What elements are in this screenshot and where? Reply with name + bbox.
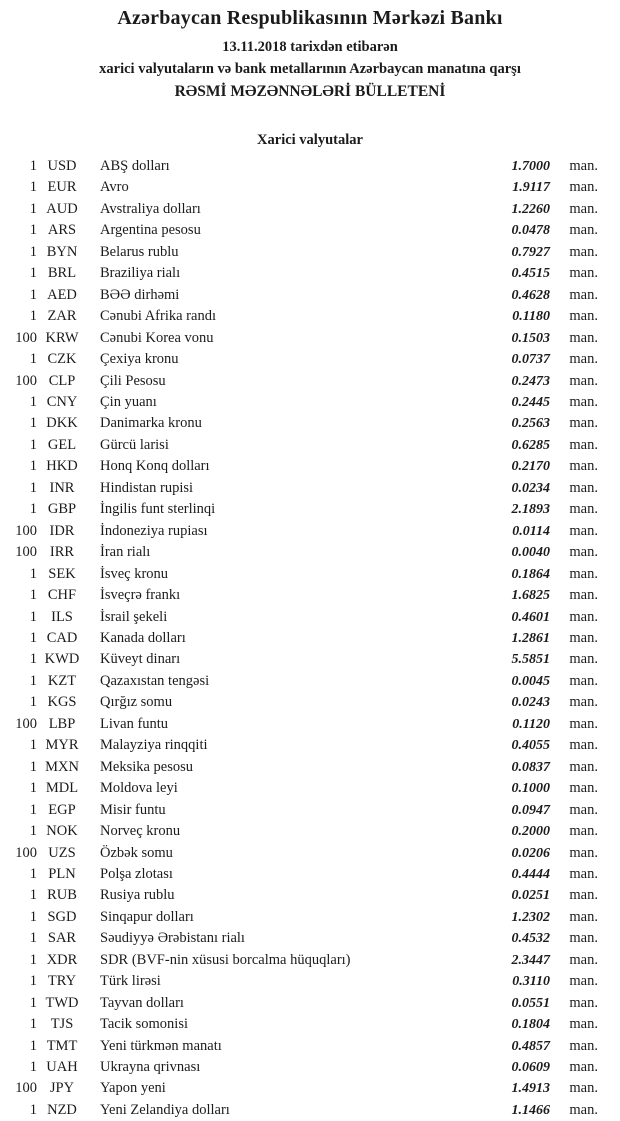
- rate-unit: man.: [569, 865, 598, 882]
- currency-code: CHF: [47, 587, 77, 604]
- rate-value: 1.9117: [512, 180, 550, 196]
- currency-name: Meksika pesosu: [100, 758, 194, 775]
- currency-name: Qırğız somu: [100, 694, 173, 711]
- currency-code: LBP: [48, 715, 76, 732]
- rate-unit: man.: [569, 522, 598, 539]
- rate-value: 0.0478: [511, 223, 550, 239]
- rate-row: [0, 456, 620, 477]
- rate-qty: 1: [29, 672, 37, 689]
- rate-value: 1.4913: [511, 1081, 550, 1097]
- currency-code: CZK: [47, 351, 77, 368]
- currency-code: ILS: [51, 608, 73, 625]
- currency-code: GEL: [47, 436, 77, 453]
- rate-unit: man.: [569, 758, 598, 775]
- rate-value: 0.4055: [511, 738, 550, 754]
- currency-name: Cənubi Korea vonu: [100, 329, 214, 346]
- rate-unit: man.: [569, 501, 598, 518]
- currency-name: Tacik somonisi: [100, 1016, 188, 1033]
- rate-unit: man.: [569, 200, 598, 217]
- rate-value: 0.0040: [511, 545, 550, 561]
- rate-unit: man.: [569, 393, 598, 410]
- currency-name: Norveç kronu: [100, 823, 181, 840]
- currency-code: TRY: [47, 973, 77, 990]
- currency-name: Türk lirəsi: [100, 973, 161, 990]
- rate-row: [0, 1036, 620, 1057]
- rate-row: [0, 800, 620, 821]
- currency-code: TJS: [50, 1016, 74, 1033]
- rate-unit: man.: [569, 415, 598, 432]
- currency-name: Danimarka kronu: [100, 415, 202, 432]
- rate-row: [0, 1057, 620, 1078]
- rate-value: 0.0837: [511, 759, 550, 775]
- rate-value: 0.0234: [511, 480, 550, 496]
- currency-name: Ukrayna qrivnası: [100, 1059, 201, 1076]
- rate-value: 1.7000: [511, 159, 550, 174]
- rate-value: 0.0206: [511, 845, 550, 861]
- section-title-foreign-currencies: Xarici valyutalar: [257, 132, 363, 148]
- rate-row: [0, 413, 620, 434]
- rate-qty: 1: [29, 780, 37, 797]
- currency-code: KGS: [47, 694, 77, 711]
- currency-name: İsveçrə frankı: [100, 587, 181, 604]
- rate-qty: 1: [29, 222, 37, 239]
- rate-qty: 1: [29, 243, 37, 260]
- rate-row: [0, 220, 620, 241]
- rate-qty: 1: [29, 200, 37, 217]
- rate-qty: 1: [29, 501, 37, 518]
- currency-name: Özbək somu: [100, 844, 173, 861]
- rate-value: 0.0737: [511, 352, 550, 368]
- currency-name: Malayziya rinqqiti: [100, 737, 208, 754]
- rate-value: 0.0551: [511, 995, 550, 1011]
- currency-name: Livan funtu: [100, 715, 169, 732]
- rate-qty: 100: [15, 1080, 37, 1097]
- rate-value: 0.0609: [511, 1060, 550, 1076]
- rate-row: [0, 1100, 620, 1121]
- rate-qty: 1: [29, 1059, 37, 1076]
- rate-value: 0.4857: [511, 1038, 550, 1054]
- rate-unit: man.: [569, 179, 598, 196]
- rate-qty: 1: [29, 651, 37, 668]
- rate-qty: 1: [29, 737, 37, 754]
- currency-code: BRL: [47, 265, 77, 282]
- rate-row: [0, 263, 620, 284]
- currency-name: Hindistan rupisi: [100, 479, 194, 496]
- rate-qty: 1: [29, 758, 37, 775]
- bank-title: Azərbaycan Respublikasının Mərkəzi Bankı: [117, 7, 503, 29]
- currency-code: INR: [49, 479, 75, 496]
- rate-qty: 1: [29, 887, 37, 904]
- rate-qty: 1: [29, 479, 37, 496]
- rate-value: 0.1864: [511, 566, 550, 582]
- currency-name: Rusiya rublu: [100, 887, 175, 904]
- currency-code: RUB: [47, 887, 77, 904]
- rate-qty: 1: [29, 823, 37, 840]
- rate-row: [0, 628, 620, 649]
- currency-code: AED: [47, 286, 77, 303]
- rate-qty: 1: [29, 694, 37, 711]
- rate-row: [0, 499, 620, 520]
- rate-qty: 1: [29, 1037, 37, 1054]
- currency-code: SAR: [47, 930, 77, 947]
- rate-row: [0, 306, 620, 327]
- currency-code: PLN: [48, 865, 76, 882]
- rate-unit: man.: [569, 801, 598, 818]
- rate-qty: 1: [29, 951, 37, 968]
- rate-qty: 1: [29, 158, 37, 174]
- currency-name: ABŞ dolları: [100, 158, 170, 174]
- rate-qty: 1: [29, 351, 37, 368]
- rate-qty: 1: [29, 308, 37, 325]
- rate-unit: man.: [569, 587, 598, 604]
- rate-row: [0, 692, 620, 713]
- rate-row: [0, 885, 620, 906]
- rate-qty: 100: [15, 544, 37, 561]
- rate-qty: 1: [29, 608, 37, 625]
- rate-value: 5.5851: [511, 652, 550, 668]
- rate-row: [0, 1014, 620, 1035]
- currency-name: Belarus rublu: [100, 243, 179, 260]
- currency-name: Misir funtu: [100, 801, 166, 818]
- rate-row: [0, 864, 620, 885]
- rate-value: 0.2563: [511, 416, 550, 432]
- currency-code: TWD: [45, 994, 79, 1011]
- rate-value: 0.6285: [511, 437, 550, 453]
- rate-qty: 1: [29, 587, 37, 604]
- rate-qty: 100: [15, 329, 37, 346]
- currency-name: Honq Konq dolları: [100, 458, 210, 475]
- rate-row: [0, 843, 620, 864]
- rate-row: [0, 349, 620, 370]
- rate-row: [0, 757, 620, 778]
- rate-row: [0, 585, 620, 606]
- currency-name: İsrail şekeli: [100, 608, 168, 625]
- rate-row: [0, 671, 620, 692]
- rate-unit: man.: [569, 351, 598, 368]
- rate-qty: 1: [29, 629, 37, 646]
- currency-name: Çin yuanı: [100, 393, 157, 410]
- currency-name: Qazaxıstan tengəsi: [100, 672, 210, 689]
- rate-value: 0.1503: [511, 330, 550, 346]
- currency-name: Yapon yeni: [100, 1080, 166, 1097]
- rate-unit: man.: [569, 286, 598, 303]
- rate-qty: 1: [29, 436, 37, 453]
- currency-code: CLP: [48, 372, 76, 389]
- rate-row: [0, 971, 620, 992]
- rate-unit: man.: [569, 565, 598, 582]
- rate-unit: man.: [569, 1101, 598, 1118]
- rate-unit: man.: [569, 458, 598, 475]
- rate-qty: 1: [29, 458, 37, 475]
- currency-name: Braziliya rialı: [100, 265, 181, 282]
- rate-unit: man.: [569, 715, 598, 732]
- rate-unit: man.: [569, 1016, 598, 1033]
- rate-value: 0.1180: [512, 309, 550, 325]
- currency-code: CAD: [46, 629, 78, 646]
- rate-qty: 1: [29, 908, 37, 925]
- rate-value: 0.2473: [511, 373, 550, 389]
- rate-value: 0.0243: [511, 695, 550, 711]
- rate-qty: 1: [29, 179, 37, 196]
- rate-value: 0.1120: [512, 716, 550, 732]
- rate-row: [0, 607, 620, 628]
- currency-code: IDR: [49, 522, 75, 539]
- rate-unit: man.: [569, 1037, 598, 1054]
- currency-name: İran rialı: [100, 544, 151, 561]
- rate-value: 0.0251: [511, 888, 550, 904]
- rate-value: 0.0045: [511, 673, 550, 689]
- rate-value: 0.4515: [511, 266, 550, 282]
- currency-name: Kanada dolları: [100, 629, 186, 646]
- rate-value: 0.7927: [511, 244, 550, 260]
- rate-qty: 1: [29, 565, 37, 582]
- currency-code: AUD: [46, 200, 78, 217]
- currency-name: Tayvan dolları: [100, 994, 184, 1011]
- rate-qty: 100: [15, 372, 37, 389]
- currency-code: UAH: [46, 1059, 78, 1076]
- rate-qty: 1: [29, 994, 37, 1011]
- rate-value: 1.1466: [511, 1102, 550, 1118]
- rate-row: [0, 907, 620, 928]
- rate-value: 0.2445: [511, 394, 550, 410]
- rate-unit: man.: [569, 629, 598, 646]
- rate-value: 2.1893: [511, 502, 550, 518]
- rate-unit: man.: [569, 222, 598, 239]
- currency-code: KRW: [45, 329, 79, 346]
- rate-value: 0.0947: [511, 802, 550, 818]
- rates-table: [0, 156, 620, 1121]
- currency-code: EUR: [47, 179, 77, 196]
- rate-unit: man.: [569, 672, 598, 689]
- rate-qty: 1: [29, 286, 37, 303]
- rate-value: 0.3110: [512, 974, 550, 990]
- rate-row: [0, 435, 620, 456]
- currency-code: KWD: [44, 651, 80, 668]
- rate-value: 1.2302: [511, 909, 550, 925]
- currency-code: MYR: [45, 737, 79, 754]
- rate-row: [0, 199, 620, 220]
- rate-qty: 1: [29, 865, 37, 882]
- rate-unit: man.: [569, 780, 598, 797]
- rate-unit: man.: [569, 544, 598, 561]
- bulletin-title: RƏSMİ MƏZƏNNƏLƏRİ BÜLLETENİ: [174, 83, 446, 100]
- rate-unit: man.: [569, 1059, 598, 1076]
- currency-name: Küveyt dinarı: [100, 651, 181, 668]
- rate-row: [0, 821, 620, 842]
- currency-code: MDL: [45, 780, 79, 797]
- rate-row: [0, 156, 620, 177]
- rate-value: 0.0114: [512, 523, 550, 539]
- currency-name: İsveç kronu: [100, 565, 169, 582]
- rate-row: [0, 521, 620, 542]
- rate-value: 2.3447: [511, 952, 550, 968]
- bulletin-header: [0, 0, 620, 103]
- currency-code: NOK: [46, 823, 78, 840]
- rate-unit: man.: [569, 372, 598, 389]
- rate-unit: man.: [569, 308, 598, 325]
- currency-code: CNY: [46, 393, 78, 410]
- rate-unit: man.: [569, 243, 598, 260]
- currency-code: ARS: [47, 222, 77, 239]
- rate-row: [0, 564, 620, 585]
- currency-name: Polşa zlotası: [100, 865, 173, 882]
- rate-value: 0.2000: [511, 824, 550, 840]
- rate-row: [0, 928, 620, 949]
- rate-unit: man.: [569, 608, 598, 625]
- rate-row: [0, 242, 620, 263]
- rate-qty: 100: [15, 844, 37, 861]
- currency-code: NZD: [47, 1101, 77, 1118]
- rate-unit: man.: [569, 329, 598, 346]
- rate-unit: man.: [569, 844, 598, 861]
- rate-value: 0.4601: [511, 609, 550, 625]
- currency-name: Yeni türkmən manatı: [100, 1037, 222, 1054]
- rate-qty: 1: [29, 265, 37, 282]
- rate-unit: man.: [569, 737, 598, 754]
- rate-unit: man.: [569, 479, 598, 496]
- currency-code: SEK: [48, 565, 76, 582]
- currency-name: Argentina pesosu: [100, 222, 201, 239]
- currency-name: Yeni Zelandiya dolları: [100, 1101, 230, 1118]
- currency-code: DKK: [46, 415, 78, 432]
- currency-code: UZS: [48, 844, 76, 861]
- rate-qty: 1: [29, 1101, 37, 1118]
- rate-unit: man.: [569, 823, 598, 840]
- currency-code: USD: [47, 158, 77, 174]
- rate-row: [0, 714, 620, 735]
- rate-value: 0.1804: [511, 1017, 550, 1033]
- rate-unit: man.: [569, 951, 598, 968]
- rate-qty: 1: [29, 415, 37, 432]
- currency-code: HKD: [46, 458, 78, 475]
- currency-name: BƏƏ dirhəmi: [100, 286, 180, 303]
- currency-name: İngilis funt sterlinqi: [100, 501, 216, 518]
- currency-code: BYN: [46, 243, 78, 260]
- rate-row: [0, 285, 620, 306]
- rate-row: [0, 542, 620, 563]
- rate-unit: man.: [569, 265, 598, 282]
- currency-code: GBP: [47, 501, 77, 518]
- currency-name: Çili Pesosu: [100, 372, 166, 389]
- rate-qty: 100: [15, 522, 37, 539]
- currency-name: Gürcü larisi: [100, 436, 169, 453]
- subtitle-line: xarici valyutaların və bank metallarının Azərbaycan manatına qarşı: [99, 61, 521, 77]
- currency-code: JPY: [49, 1080, 75, 1097]
- currency-code: TMT: [46, 1037, 78, 1054]
- rate-unit: man.: [569, 908, 598, 925]
- currency-name: Moldova leyi: [100, 780, 178, 797]
- rate-value: 0.4628: [511, 287, 550, 303]
- rate-unit: man.: [569, 1080, 598, 1097]
- rate-unit: man.: [569, 930, 598, 947]
- rate-row: [0, 177, 620, 198]
- currency-code: KZT: [47, 672, 77, 689]
- rate-value: 0.1000: [511, 781, 550, 797]
- rate-row: [0, 993, 620, 1014]
- rate-qty: 100: [15, 715, 37, 732]
- rate-unit: man.: [569, 436, 598, 453]
- rate-row: [0, 371, 620, 392]
- currency-code: XDR: [46, 951, 78, 968]
- currency-code: EGP: [48, 801, 76, 818]
- rate-value: 0.2170: [511, 459, 550, 475]
- rate-qty: 1: [29, 930, 37, 947]
- rate-row: [0, 1078, 620, 1099]
- rate-qty: 1: [29, 393, 37, 410]
- currency-code: IRR: [49, 544, 75, 561]
- currency-name: Avstraliya dolları: [100, 200, 201, 217]
- currency-name: Səudiyyə Ərəbistanı rialı: [100, 930, 245, 947]
- rate-unit: man.: [569, 694, 598, 711]
- rate-value: 1.2260: [511, 201, 550, 217]
- rate-unit: man.: [569, 994, 598, 1011]
- effective-date-line: 13.11.2018 tarixdən etibarən: [222, 39, 398, 55]
- rate-row: [0, 950, 620, 971]
- rate-row: [0, 328, 620, 349]
- rate-qty: 1: [29, 1016, 37, 1033]
- rate-value: 1.6825: [511, 588, 550, 604]
- rate-unit: man.: [569, 973, 598, 990]
- rate-row: [0, 649, 620, 670]
- rate-unit: man.: [569, 887, 598, 904]
- currency-name: Çexiya kronu: [100, 351, 179, 368]
- rate-value: 0.4532: [511, 931, 550, 947]
- rate-row: [0, 478, 620, 499]
- currency-code: SGD: [47, 908, 77, 925]
- rate-unit: man.: [569, 651, 598, 668]
- rate-qty: 1: [29, 801, 37, 818]
- rate-row: [0, 778, 620, 799]
- currency-code: ZAR: [47, 308, 77, 325]
- currency-name: SDR (BVF-nin xüsusi borcalma hüquqları): [100, 951, 351, 968]
- rate-value: 1.2861: [511, 630, 550, 646]
- rate-row: [0, 735, 620, 756]
- currency-name: Avro: [100, 179, 129, 196]
- rate-value: 0.4444: [511, 866, 550, 882]
- rate-unit: man.: [569, 158, 598, 174]
- rate-qty: 1: [29, 973, 37, 990]
- currency-name: Sinqapur dolları: [100, 908, 194, 925]
- currency-code: MXN: [45, 758, 79, 775]
- rate-row: [0, 392, 620, 413]
- currency-name: Cənubi Afrika randı: [100, 308, 216, 325]
- currency-name: İndoneziya rupiası: [100, 522, 208, 539]
